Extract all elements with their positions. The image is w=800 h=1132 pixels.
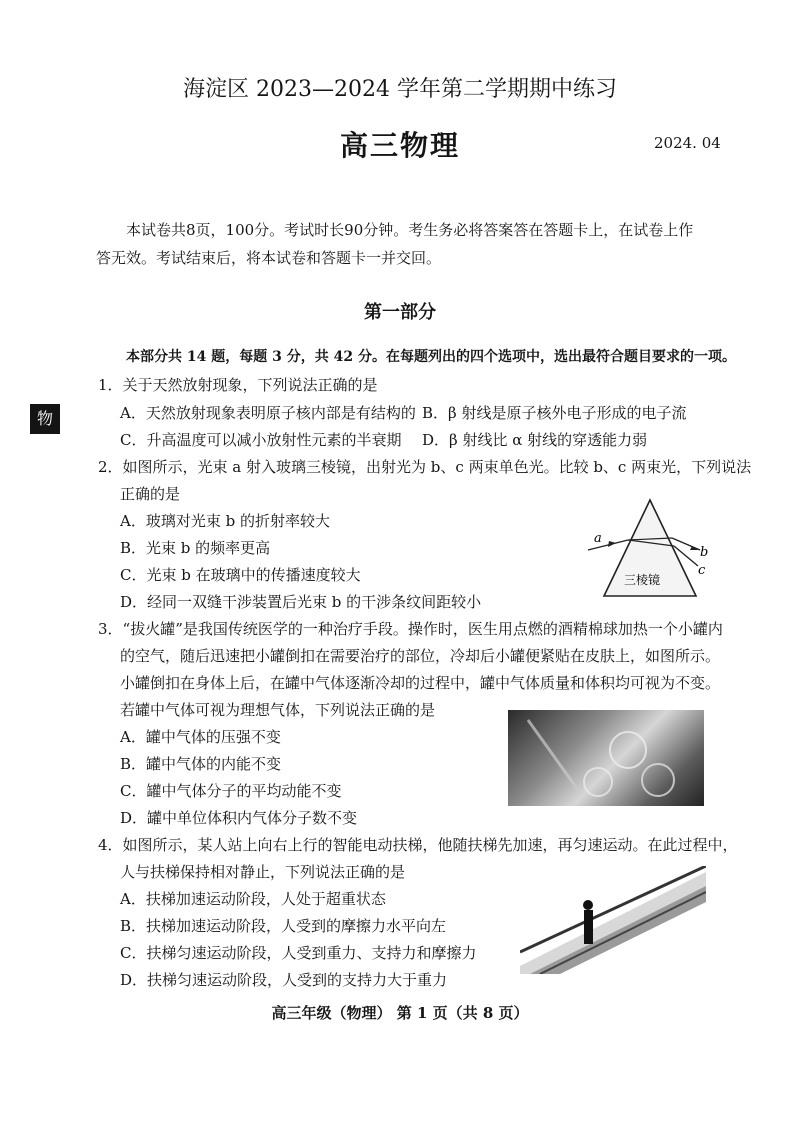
question-1-stem: 1．关于天然放射现象，下列说法正确的是 — [98, 376, 378, 394]
question-4-option-b: B．扶梯加速运动阶段，人受到的摩擦力水平向左 — [120, 917, 447, 935]
question-3-stem-line3: 小罐倒扣在身体上后，在罐中气体逐渐冷却的过程中，罐中气体质量和体积均可视为不变。 — [120, 674, 721, 692]
question-2-stem: 2．如图所示，光束 a 射入玻璃三棱镜，出射光为 b、c 两束单色光。比较 b、c 两束光，下列说法 — [98, 458, 752, 476]
question-4-option-c: C．扶梯匀速运动阶段，人受到重力、支持力和摩擦力 — [120, 944, 477, 962]
label-b: b — [700, 545, 709, 560]
subject-side-tab: 物 — [30, 404, 60, 434]
part-title: 第一部分 — [364, 302, 436, 323]
part-description: 本部分共 14 题，每题 3 分，共 42 分。在每题列出的四个选项中，选出最符合题目要求的一项。 — [126, 349, 736, 365]
question-1-option-a: A．天然放射现象表明原子核内部是有结构的 — [120, 404, 416, 422]
question-1-option-d: D．β 射线比 α 射线的穿透能力弱 — [422, 431, 648, 449]
person-head — [583, 900, 593, 910]
question-3-option-c: C．罐中气体分子的平均动能不变 — [120, 782, 342, 800]
question-3-stem-line2: 的空气，随后迅速把小罐倒扣在需要治疗的部位，冷却后小罐便紧贴在皮肤上，如图所示。 — [120, 647, 721, 665]
cupping-photo — [508, 710, 704, 806]
question-2-option-d: D．经同一双缝干涉装置后光束 b 的干涉条纹间距较小 — [120, 593, 482, 611]
question-4-option-d: D．扶梯匀速运动阶段，人受到的支持力大于重力 — [120, 971, 448, 989]
prism-label: 三棱镜 — [624, 573, 661, 587]
label-c: c — [698, 563, 706, 578]
escalator-photo — [520, 866, 706, 974]
question-4-stem-line1: 4．如图所示，某人站上向右上行的智能电动扶梯，他随扶梯先加速，再匀速运动。在此过程中， — [98, 836, 738, 854]
question-3-option-b: B．罐中气体的内能不变 — [120, 755, 282, 773]
question-1-option-b: B．β 射线是原子核外电子形成的电子流 — [422, 404, 687, 422]
subject-title: 高三物理 — [339, 129, 460, 162]
question-2-option-a: A．玻璃对光束 b 的折射率较大 — [120, 512, 330, 530]
question-1-option-c: C．升高温度可以减小放射性元素的半衰期 — [120, 431, 402, 449]
exam-title: 海淀区 2023—2024 学年第二学期期中练习 — [183, 77, 617, 102]
question-2-stem-cont: 正确的是 — [120, 485, 181, 503]
label-a: a — [594, 531, 602, 546]
exam-date: 2024. 04 — [654, 134, 721, 152]
exam-instructions: 本试卷共8页，100分。考试时长90分钟。考生务必将答案答在答题卡上，在试卷上作答无效。考试结束后，将本试卷和答题卡一并交回。 — [96, 221, 694, 267]
question-4-stem-line2: 人与扶梯保持相对静止，下列说法正确的是 — [120, 863, 406, 881]
question-2-option-c: C．光束 b 在玻璃中的传播速度较大 — [120, 566, 361, 584]
prism-diagram — [586, 494, 710, 606]
question-4-option-a: A．扶梯加速运动阶段，人处于超重状态 — [120, 890, 386, 908]
question-3-option-a: A．罐中气体的压强不变 — [120, 728, 281, 746]
question-3-stem-line1: 3．“拔火罐”是我国传统医学的一种治疗手段。操作时，医生用点燃的酒精棉球加热一个小罐内 — [98, 620, 723, 638]
person-body — [584, 910, 593, 944]
question-3-stem-line4: 若罐中气体可视为理想气体，下列说法正确的是 — [120, 701, 436, 719]
question-3-option-d: D．罐中单位体积内气体分子数不变 — [120, 809, 358, 827]
page-footer: 高三年级（物理） 第 1 页（共 8 页） — [271, 1004, 529, 1022]
question-2-option-b: B．光束 b 的频率更高 — [120, 539, 271, 557]
